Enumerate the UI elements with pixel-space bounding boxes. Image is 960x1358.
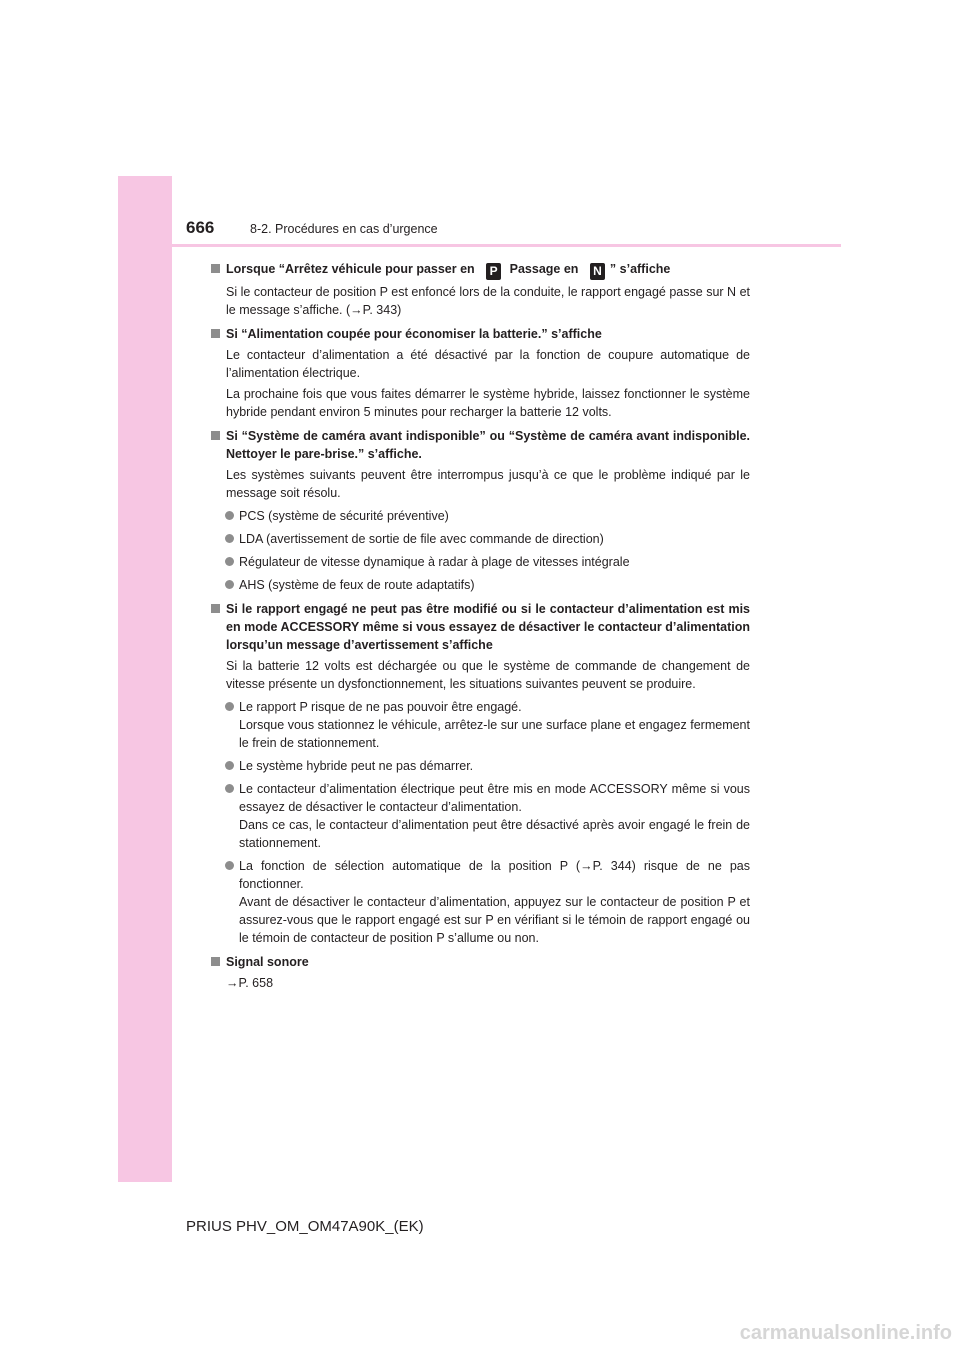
heading-item (210, 325, 750, 343)
circle-bullet-icon (225, 534, 234, 543)
list-item-subtext: Lorsque vous stationnez le véhicule, arrêtez-le sur une surface plane et engagez fermement le frein de stationnement. (239, 718, 750, 750)
section-title: 8-2. Procédures en cas d’urgence (250, 222, 438, 236)
page-reference: →P. 658 (226, 976, 274, 990)
list-item-text: Le système hybride peut ne pas démarrer. (239, 759, 474, 773)
list-item-text: Régulateur de vitesse dynamique à radar à plage de vitesses intégrale (239, 555, 630, 569)
heading-item (210, 427, 750, 463)
heading-item (210, 600, 750, 654)
list-item-subtext: Dans ce cas, le contacteur d’alimentation peut être désactivé après avoir engagé le frein de stationnement. (239, 818, 750, 850)
list-item (210, 757, 750, 775)
paragraph: Si le contacteur de position P est enfoncé lors de la conduite, le rapport engagé passe sur N et le message s’affiche. (→P. 343) (226, 285, 750, 317)
heading-text: Si “Système de caméra avant indisponible” ou “Système de caméra avant indisponible. Nettoyer le pare-brise.” s’affiche. (226, 429, 750, 461)
circle-bullet-icon (225, 511, 234, 520)
list-item (210, 530, 750, 548)
page-content (210, 254, 750, 992)
n-key-icon: N (590, 263, 605, 280)
square-bullet-icon (211, 957, 220, 966)
list-item (210, 576, 750, 594)
square-bullet-icon (211, 604, 220, 613)
paragraph: La prochaine fois que vous faites démarrer le système hybride, laissez fonctionner le système hybride pendant environ 5 minutes pour recharger la batterie 12 volts. (226, 387, 750, 419)
header-rule (172, 244, 841, 247)
circle-bullet-icon (225, 580, 234, 589)
document-code: PRIUS PHV_OM_OM47A90K_(EK) (186, 1218, 424, 1235)
circle-bullet-icon (225, 761, 234, 770)
list-item (210, 507, 750, 525)
section-tab-bar (118, 176, 172, 1182)
heading-item (210, 953, 750, 971)
heading-text: Si “Alimentation coupée pour économiser la batterie.” s’affiche (226, 327, 602, 341)
list-item (210, 698, 750, 752)
list-item-text: PCS (système de sécurité préventive) (239, 509, 449, 523)
list-item (210, 553, 750, 571)
square-bullet-icon (211, 264, 220, 273)
square-bullet-icon (211, 431, 220, 440)
circle-bullet-icon (225, 861, 234, 870)
heading-text: Lorsque “Arrêtez véhicule pour passer en (226, 262, 479, 276)
heading-text: Passage en (506, 262, 582, 276)
circle-bullet-icon (225, 784, 234, 793)
list-item-subtext: Avant de désactiver le contacteur d’alimentation, appuyez sur le contacteur de position P et assurez-vous que le rapport engagé est sur P en vérifiant si le témoin de rapport engagé ou le témoin de contacteur de position P s’allume ou non. (239, 895, 750, 945)
list-item-text: La fonction de sélection automatique de la position P (→P. 344) risque de ne pas fonctionner. (239, 859, 750, 891)
list-item-text: LDA (avertissement de sortie de file avec commande de direction) (239, 532, 604, 546)
list-item (210, 857, 750, 947)
paragraph: Si la batterie 12 volts est déchargée ou que le système de commande de changement de vitesse présente un dysfonctionnement, les situations suivantes peuvent se produire. (226, 659, 750, 691)
list-item-text: Le rapport P risque de ne pas pouvoir être engagé. (239, 700, 522, 714)
heading-text: Si le rapport engagé ne peut pas être modifié ou si le contacteur d’alimentation est mis en mode ACCESSORY même si vous essayez de désactiver le contacteur d’alimentation lorsqu’un message d’avertissement s’affiche (226, 602, 750, 652)
p-key-icon: P (486, 263, 501, 280)
paragraph: Les systèmes suivants peuvent être interrompus jusqu’à ce que le problème indiqué par le message soit résolu. (226, 468, 750, 500)
square-bullet-icon (211, 329, 220, 338)
paragraph: Le contacteur d’alimentation a été désactivé par la fonction de coupure automatique de l’alimentation électrique. (226, 348, 750, 380)
list-item (210, 780, 750, 852)
circle-bullet-icon (225, 557, 234, 566)
heading-item (210, 260, 750, 280)
heading-text: ” s’affiche (609, 262, 671, 276)
watermark: carmanualsonline.info (739, 1322, 952, 1344)
page-number: 666 (186, 218, 215, 237)
list-item-text: AHS (système de feux de route adaptatifs) (239, 578, 475, 592)
heading-text: Signal sonore (226, 955, 309, 969)
circle-bullet-icon (225, 702, 234, 711)
list-item-text: Le contacteur d’alimentation électrique peut être mis en mode ACCESSORY même si vous essayez de désactiver le contacteur d’alimentation. (239, 782, 750, 814)
